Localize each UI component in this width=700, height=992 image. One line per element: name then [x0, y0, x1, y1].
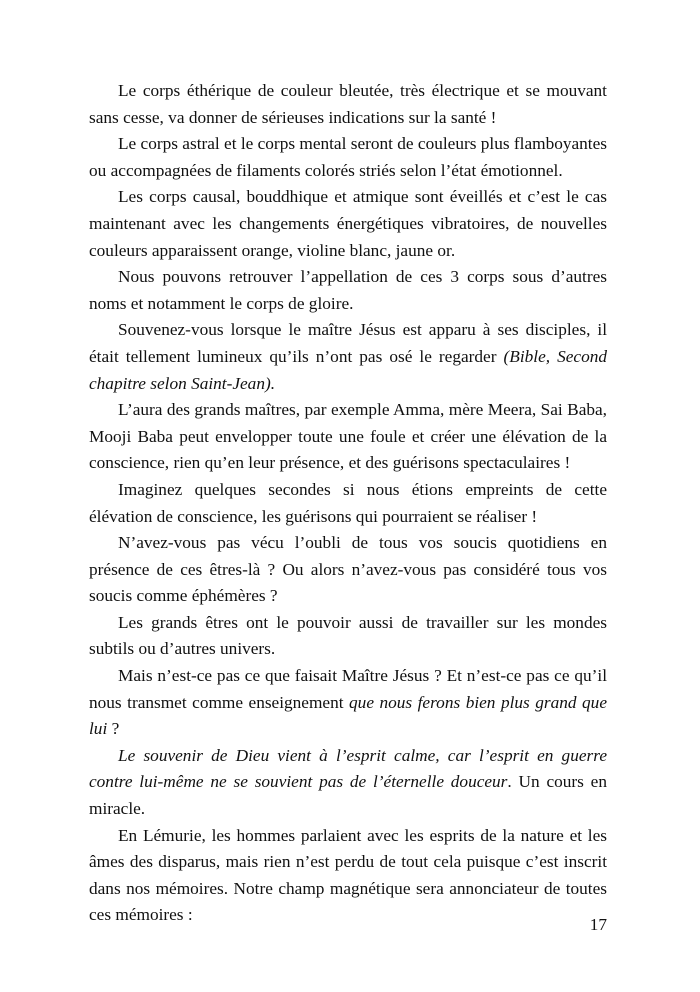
italic-text: Le souvenir de Dieu vient à l’esprit calme, car l’esprit en guerre contre lui-même ne se souvient pas de l’éternelle douceur	[89, 745, 607, 792]
text-run: ?	[107, 719, 120, 739]
text-run: Souvenez-vous lorsque le maître Jésus est apparu à ses disciples, il était tellement lumineux qu’ils n’ont pas osé le regarder	[89, 320, 607, 366]
page-body	[89, 78, 607, 929]
paragraph	[89, 477, 607, 530]
italic-text: que nous ferons bien plus grand que lui	[89, 692, 607, 739]
paragraph	[89, 823, 607, 929]
text-run: Le corps astral et le corps mental seront de couleurs plus flamboyantes ou accompagnées de filaments colorés striés selon l’état émotionnel.	[89, 134, 607, 180]
paragraph	[89, 264, 607, 317]
text-run: N’avez-vous pas vécu l’oubli de tous vos soucis quotidiens en présence de ces êtres-là ? Ou alors n’avez-vous pas considéré tous vos soucis comme éphémères ?	[89, 533, 607, 606]
paragraph	[89, 397, 607, 477]
text-run: L’aura des grands maîtres, par exemple Amma, mère Meera, Sai Baba, Mooji Baba peut envelopper toute une foule et créer une élévation de la conscience, rien qu’en leur présence, et des guérisons spectaculaires !	[89, 400, 607, 473]
paragraph	[89, 78, 607, 131]
page-number: 17	[589, 915, 607, 934]
text-run: En Lémurie, les hommes parlaient avec les esprits de la nature et les âmes des disparus, mais rien n’est perdu de tout cela puisque c’est inscrit dans nos mémoires. Notre champ magnétique sera annonciateur de toutes ces mémoires :	[89, 825, 607, 925]
paragraph	[89, 131, 607, 184]
paragraph	[89, 530, 607, 610]
italic-text: (Bible, Second chapitre selon Saint-Jean).	[89, 346, 607, 393]
text-run: Les grands êtres ont le pouvoir aussi de travailler sur les mondes subtils ou d’autres univers.	[89, 612, 607, 659]
paragraph	[89, 663, 607, 743]
paragraph	[89, 317, 607, 397]
text-run: Imaginez quelques secondes si nous étions empreints de cette élévation de conscience, les guérisons qui pourraient se réaliser !	[89, 479, 607, 526]
text-run: . Un cours en miracle.	[89, 772, 607, 819]
text-run: Les corps causal, bouddhique et atmique sont éveillés et c’est le cas maintenant avec les changements énergétiques vibratoires, de nouvelles couleurs apparaissent orange, violine blanc, jaune or.	[89, 187, 607, 260]
text-run: Nous pouvons retrouver l’appellation de ces 3 corps sous d’autres noms et notamment le corps de gloire.	[89, 267, 607, 313]
text-run: Le corps éthérique de couleur bleutée, très électrique et se mouvant sans cesse, va donner de sérieuses indications sur la santé !	[89, 81, 607, 127]
paragraph	[89, 184, 607, 264]
paragraph	[89, 743, 607, 823]
paragraph	[89, 610, 607, 663]
text-run: Mais n’est-ce pas ce que faisait Maître Jésus ? Et n’est-ce pas ce qu’il nous transmet comme enseignement	[89, 666, 607, 712]
